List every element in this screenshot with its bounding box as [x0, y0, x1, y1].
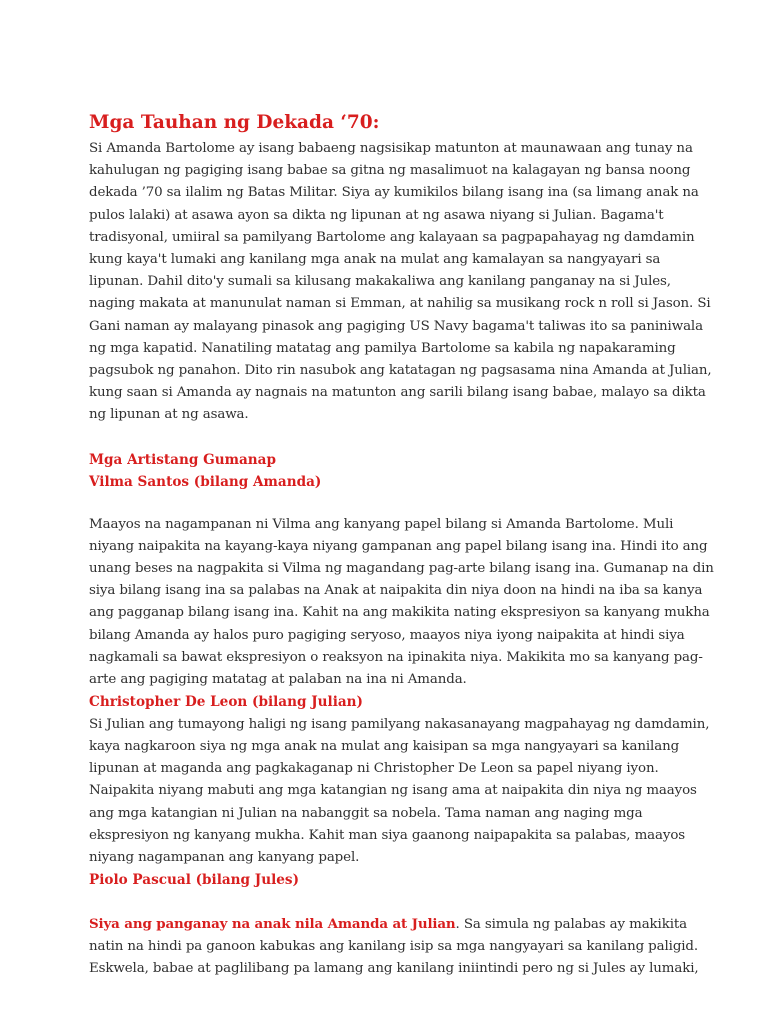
document-title: Mga Tauhan ng Dekada ‘70:	[89, 112, 380, 133]
christopher-heading: Christopher De Leon (bilang Julian)	[89, 694, 363, 711]
piolo-paragraph-text: . Sa simula ng palabas ay makikita natin na hindi pa ganoon kabukas ang kanilang isip sa mga nangyayari sa kanilang paligid. Eskwela, babae at paglilibang pa lamang ang kanilang iniintindi pero ng si Jules ay lumaki,	[89, 916, 699, 977]
spacer	[89, 494, 718, 514]
piolo-lead-sentence: Siya ang panganay na anak nila Amanda at Julian	[89, 915, 456, 932]
spacer	[89, 427, 718, 449]
cast-heading: Mga Artistang Gumanap	[89, 451, 276, 468]
vilma-heading: Vilma Santos (bilang Amanda)	[89, 474, 322, 491]
piolo-heading: Piolo Pascual (bilang Jules)	[89, 872, 300, 889]
intro-paragraph: Si Amanda Bartolome ay isang babaeng nagsisikap matunton at maunawaan ang tunay na kahulugan ng pagiging isang babae sa gitna ng masalimuot na kalagayan ng bansa noong dekada ’70 sa ilalim ng Batas Militar. Siya ay kumikilos bilang isang ina (sa limang anak na pulos lalaki) at asawa ayon sa dikta ng lipunan at ng asawa niyang si Julian. Bagama't tradisyonal, umiiral sa pamilyang Bartolome ang kalayaan sa pagpapahayag ng damdamin kung kaya't lumaki ang kanilang mga anak na mulat ang kamalayan sa nangyayari sa lipunan. Dahil dito'y sumali sa kilusang makakaliwa ang kanilang panganay na si Jules, naging makata at manunulat naman si Emman, at nahilig sa musikang rock n roll si Jason. Si Gani naman ay malayang pinasok ang pagiging US Navy bagama't taliwas ito sa paniniwala ng mga kapatid. Nanatiling matatag ang pamilya Bartolome sa kabila ng napakaraming pagsubok ng panahon. Dito rin nasubok ang katatagan ng pagsasama nina Amanda at Julian, kung saan si Amanda ay nagnais na matunton ang sarili bilang isang babae, malayo sa dikta ng lipunan at ng asawa.	[89, 141, 712, 423]
christopher-paragraph: Si Julian ang tumayong haligi ng isang pamilyang nakasanayang magpahayag ng damdamin, kaya nagkaroon siya ng mga anak na mulat ang kaisipan sa mga nangyayari sa kanilang lipunan at maganda ang pagkakaganap ni Christopher De Leon sa papel niyang iyon. Naipakita niyang mabuti ang mga katangian ng isang ama at naipakita din niya ng maayos ang mga katangian ni Julian na nabanggit sa nobela. Tama naman ang naging mga ekspresiyon ng kanyang mukha. Kahit man siya gaanong naipapakita sa palabas, maayos niyang nagampanan ang kanyang papel.	[89, 716, 710, 865]
piolo-paragraph	[89, 913, 718, 981]
spacer	[89, 892, 718, 913]
vilma-paragraph: Maayos na nagampanan ni Vilma ang kanyang papel bilang si Amanda Bartolome. Muli niyang naipakita na kayang-kaya niyang gampanan ang papel bilang isang ina. Hindi ito ang unang beses na nagpakita si Vilma ng magandang pag-arte bilang isang ina. Gumanap na din siya bilang isang ina sa palabas na Anak at naipakita din niya doon na hindi na iba sa kanya ang pagganap bilang isang ina. Kahit na ang makikita nating ekspresiyon sa kanyang mukha bilang Amanda ay halos puro pagiging seryoso, maayos niya iyong naipakita at hindi siya nagkamali sa bawat ekspresiyon o reaksyon na ipinakita niya. Makikita mo sa kanyang pag-arte ang pagiging matatag at palaban na ina ni Amanda.	[89, 516, 714, 688]
